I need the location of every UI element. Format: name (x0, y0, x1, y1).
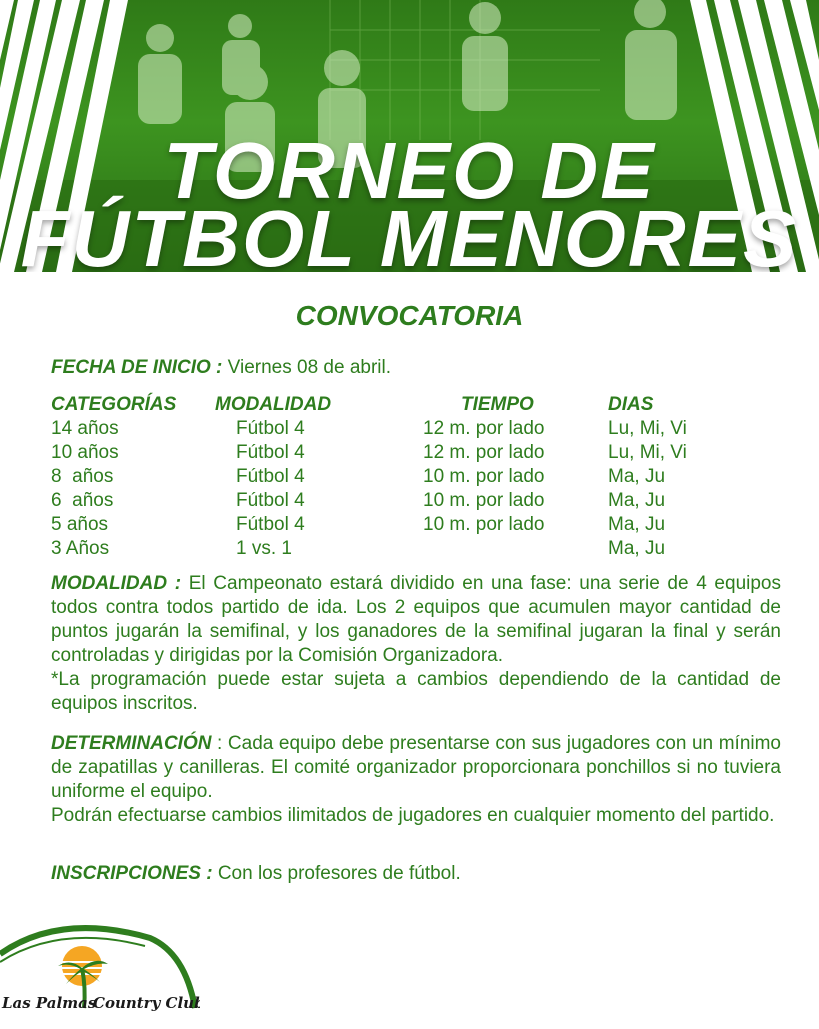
cell-dias: Lu, Mi, Vi (608, 442, 687, 463)
table-row (51, 513, 751, 537)
cell-dias: Lu, Mi, Vi (608, 418, 687, 439)
modalidad-text: El Campeonato estará dividido en una fase: una serie de 4 equipos todos contra todos partido de ida. Los 2 equipos que acumulen mayor cantidad de puntos jugarán la semifinal, y los ganadores de la semifinal jugaran la final y serán controladas y dirigidas por la Comisión Organizadora. (51, 573, 781, 666)
header-dias: DIAS (608, 394, 654, 415)
inscripciones-label: INSCRIPCIONES : (51, 863, 213, 884)
cell-categoria: 5 años (51, 514, 109, 535)
cell-tiempo: 10 m. por lado (423, 466, 545, 487)
table-row (51, 417, 751, 441)
cell-categoria: 8 años (51, 466, 114, 487)
determinacion-section (51, 732, 781, 828)
determinacion-text: : Cada equipo debe presentarse con sus jugadores con un mínimo de zapatillas y canilleras. El comité organizador proporcionara ponchillos si no tuviera uniforme el equipo. (51, 733, 781, 802)
table-row (51, 441, 751, 465)
cell-tiempo: 12 m. por lado (423, 418, 545, 439)
cell-tiempo: 10 m. por lado (423, 514, 545, 535)
hero-title-line1: TORNEO DE (163, 126, 656, 215)
hero-title-line2: FÚTBOL MENORES (20, 194, 799, 272)
cell-dias: Ma, Ju (608, 514, 666, 535)
cell-modalidad: Fútbol 4 (236, 490, 305, 511)
table-row (51, 465, 751, 489)
hero-banner (0, 0, 819, 272)
cell-tiempo: 10 m. por lado (423, 490, 545, 511)
logo-name-right: Country Club (93, 994, 200, 1012)
cell-tiempo: 12 m. por lado (423, 442, 545, 463)
schedule-header-row (51, 393, 751, 417)
page-heading: CONVOCATORIA (295, 300, 524, 331)
cell-dias: Ma, Ju (608, 490, 666, 511)
cell-categoria: 14 años (51, 418, 119, 439)
cell-categoria: 6 años (51, 490, 114, 511)
club-logo (0, 918, 200, 1024)
header-categorias: CATEGORÍAS (51, 394, 177, 415)
modalidad-paragraph (51, 572, 781, 668)
start-date-line (51, 356, 391, 380)
determinacion-note: Podrán efectuarse cambios ilimitados de jugadores en cualquier momento del partido. (51, 805, 775, 826)
cell-modalidad: Fútbol 4 (236, 466, 305, 487)
inscripciones-line (51, 862, 461, 886)
determinacion-label: DETERMINACIÓN (51, 733, 212, 754)
modalidad-note: *La programación puede estar sujeta a cambios dependiendo de la cantidad de equipos inscritos. (51, 669, 781, 714)
schedule-table (51, 393, 751, 561)
determinacion-paragraph (51, 732, 781, 804)
modalidad-section (51, 572, 781, 716)
club-logo-graphic (0, 918, 200, 1024)
header-modalidad: MODALIDAD (215, 394, 332, 415)
cell-dias: Ma, Ju (608, 538, 666, 559)
start-date-label: FECHA DE INICIO : (51, 357, 223, 378)
cell-categoria: 10 años (51, 442, 119, 463)
table-row (51, 489, 751, 513)
modalidad-label: MODALIDAD : (51, 573, 182, 594)
cell-modalidad: Fútbol 4 (236, 514, 305, 535)
table-row (51, 537, 751, 561)
header-tiempo: TIEMPO (461, 394, 534, 415)
start-date-value: Viernes 08 de abril. (227, 357, 392, 378)
cell-categoria: 3 Años (51, 538, 110, 559)
logo-name-left: Las Palmas (2, 994, 97, 1012)
inscripciones-value: Con los profesores de fútbol. (217, 863, 461, 884)
cell-modalidad: 1 vs. 1 (236, 538, 292, 559)
cell-modalidad: Fútbol 4 (236, 418, 305, 439)
cell-modalidad: Fútbol 4 (236, 442, 305, 463)
cell-dias: Ma, Ju (608, 466, 666, 487)
